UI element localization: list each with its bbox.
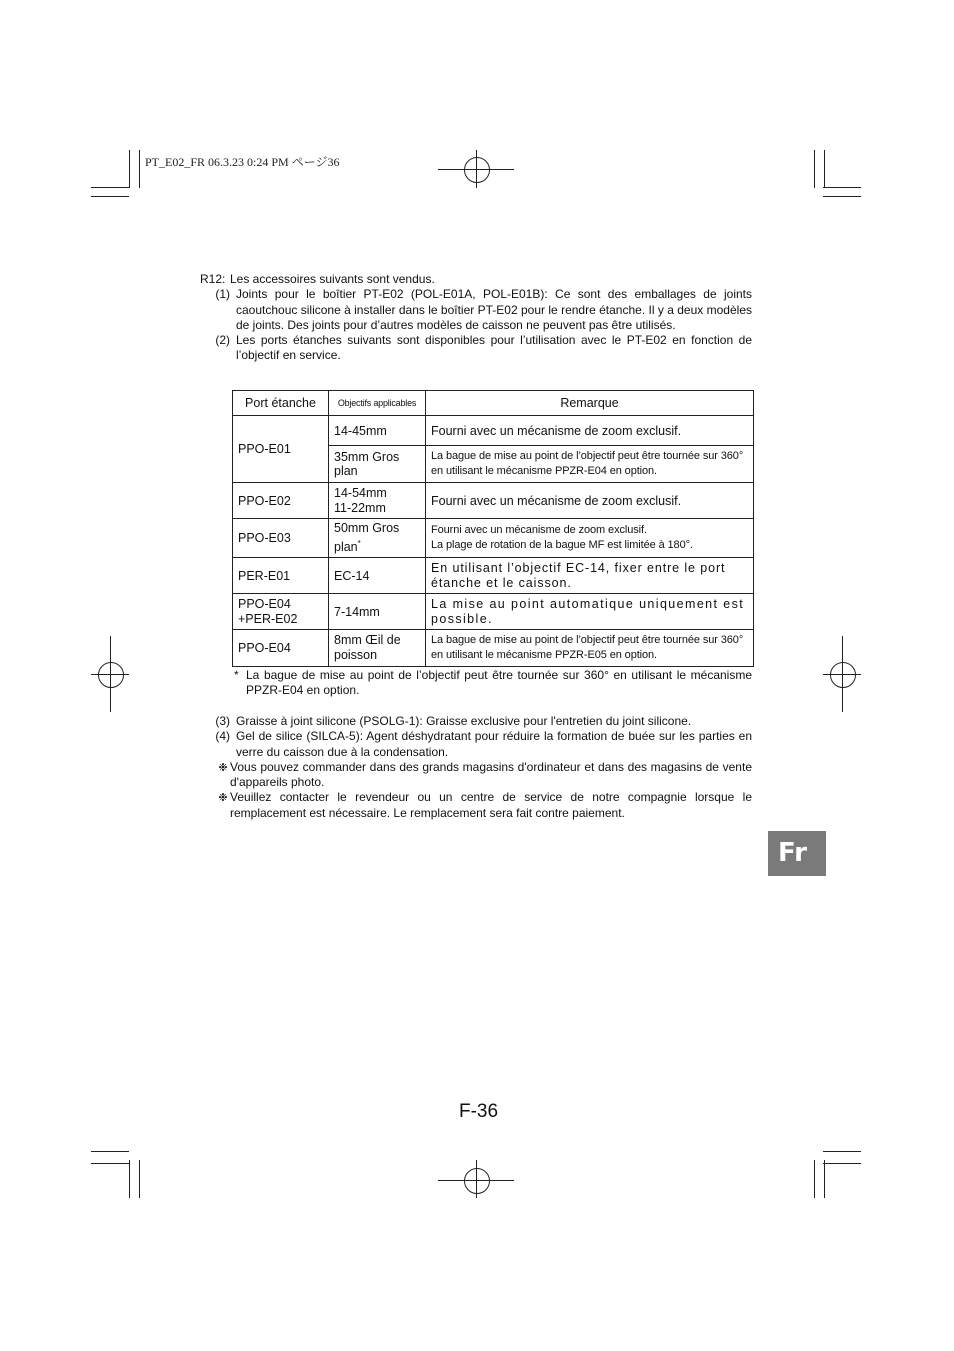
crop-mark — [824, 150, 825, 188]
lens-cell — [329, 519, 426, 558]
language-tab: Fr — [768, 831, 826, 876]
header-remark: Remarque — [426, 391, 754, 416]
note-text: Vous pouvez commander dans des grands magasins d'ordinateur et dans des magasins de vente d'appareils photo. — [230, 759, 752, 790]
header-lenses: Objectifs applicables — [329, 391, 426, 416]
table-row — [233, 483, 754, 519]
print-slug: PT_E02_FR 06.3.23 0:24 PM ページ36 — [145, 155, 340, 169]
table-row — [233, 558, 754, 594]
registration-circle — [464, 1168, 490, 1194]
list-item — [200, 729, 752, 760]
crop-mark — [814, 150, 815, 188]
list-item — [200, 714, 752, 729]
table-header-row — [233, 391, 754, 416]
crop-mark — [139, 1160, 140, 1198]
lens-cell: EC-14 — [329, 558, 426, 594]
note-text: Veuillez contacter le revendeur ou un centre de service de notre compagnie lorsque le remplacement est nécessaire. Le remplacement sera fait contre paiement. — [230, 790, 752, 820]
item-number: (1) — [215, 287, 230, 302]
crop-mark — [823, 187, 861, 188]
item-text: Gel de silice (SILCA-5): Agent déshydratant pour réduire la formation de buée sur les parties en verre du caisson due à la condensation. — [236, 729, 752, 759]
remark-cell: La mise au point automatique uniquement est possible. — [426, 594, 754, 630]
page-number: F-36 — [459, 1101, 499, 1122]
crop-mark — [139, 150, 140, 188]
lens-cell: 35mm Gros plan — [329, 446, 426, 483]
registration-circle — [464, 157, 490, 183]
item-number: (3) — [215, 714, 230, 728]
port-cell: PPO-E04 +PER-E02 — [233, 594, 329, 630]
crop-mark — [91, 196, 129, 197]
table-row — [233, 416, 754, 446]
port-cell: PER-E01 — [233, 558, 329, 594]
item-text: Les ports étanches suivants sont disponibles pour l’utilisation avec le PT-E02 en fonction de l’objectif en service. — [236, 333, 752, 363]
item-text: Joints pour le boîtier PT-E02 (POL-E01A, POL-E01B): Ce sont des emballages de joints caoutchouc silicone à installer dans le boîtier PT-E02 pour le rendre étanche. Il y a deux modèles de joints. Des joints pour d’autres modèles de caisson ne peuvent pas être utilisés. — [236, 287, 752, 332]
remark-cell: La bague de mise au point de l’objectif peut être tournée sur 360° en utilisant le mécanisme PPZR-E04 en option. — [426, 446, 754, 483]
remark-cell: Fourni avec un mécanisme de zoom exclusif. La plage de rotation de la bague MF est limitée à 180°. — [426, 519, 754, 558]
crop-mark — [823, 1163, 861, 1164]
port-cell: PPO-E01 — [233, 416, 329, 483]
remark-cell: La bague de mise au point de l’objectif peut être tournée sur 360° en utilisant le mécanisme PPZR-E05 en option. — [426, 630, 754, 667]
table-footnote — [234, 668, 752, 699]
note-item — [200, 760, 752, 791]
r12-intro-text: Les accessoires suivants sont vendus. — [230, 272, 435, 286]
lens-cell: 8mm Œil de poisson — [329, 630, 426, 667]
item-number: (2) — [215, 333, 230, 348]
footnote-text: La bague de mise au point de l’objectif peut être tournée sur 360° en utilisant le mécanisme PPZR-E04 en option. — [246, 668, 752, 698]
r12-label: R12: — [200, 272, 226, 286]
item-number: (4) — [215, 729, 230, 744]
crop-mark — [129, 1160, 130, 1198]
note-bullet-icon: ❉ — [218, 761, 228, 774]
table-row — [233, 519, 754, 558]
footnote-asterisk: * — [234, 668, 239, 682]
r12-section — [200, 272, 752, 364]
remark-cell: Fourni avec un mécanisme de zoom exclusif. — [426, 416, 754, 446]
crop-mark — [91, 1163, 129, 1164]
crop-mark — [814, 1160, 815, 1198]
registration-circle — [830, 662, 856, 688]
lens-cell: 14-45mm — [329, 416, 426, 446]
table-row — [233, 594, 754, 630]
remark-cell: En utilisant l’objectif EC-14, fixer entre le port étanche et le caisson. — [426, 558, 754, 594]
port-cell: PPO-E04 — [233, 630, 329, 667]
lens-text: 50mm Gros plan — [334, 521, 400, 555]
table-row — [233, 630, 754, 667]
item-text: Graisse à joint silicone (PSOLG-1): Graisse exclusive pour l'entretien du joint silicone. — [236, 714, 692, 728]
crop-mark — [824, 1160, 825, 1198]
note-bullet-icon: ❉ — [218, 792, 228, 805]
header-port: Port étanche — [233, 391, 329, 416]
port-cell: PPO-E03 — [233, 519, 329, 558]
r12-intro — [200, 272, 752, 287]
list-item — [200, 333, 752, 364]
crop-mark — [91, 187, 129, 188]
registration-circle — [98, 662, 124, 688]
ports-table — [232, 390, 754, 667]
note-item — [200, 790, 752, 821]
crop-mark — [91, 1151, 129, 1152]
footnote-mark: * — [357, 539, 361, 548]
crop-mark — [823, 196, 861, 197]
crop-mark — [823, 1151, 861, 1152]
remark-cell: Fourni avec un mécanisme de zoom exclusif. — [426, 483, 754, 519]
accessories-continued — [200, 714, 752, 821]
lens-cell: 7-14mm — [329, 594, 426, 630]
list-item — [200, 287, 752, 333]
crop-mark — [129, 150, 130, 188]
lens-cell: 14-54mm 11-22mm — [329, 483, 426, 519]
port-cell: PPO-E02 — [233, 483, 329, 519]
